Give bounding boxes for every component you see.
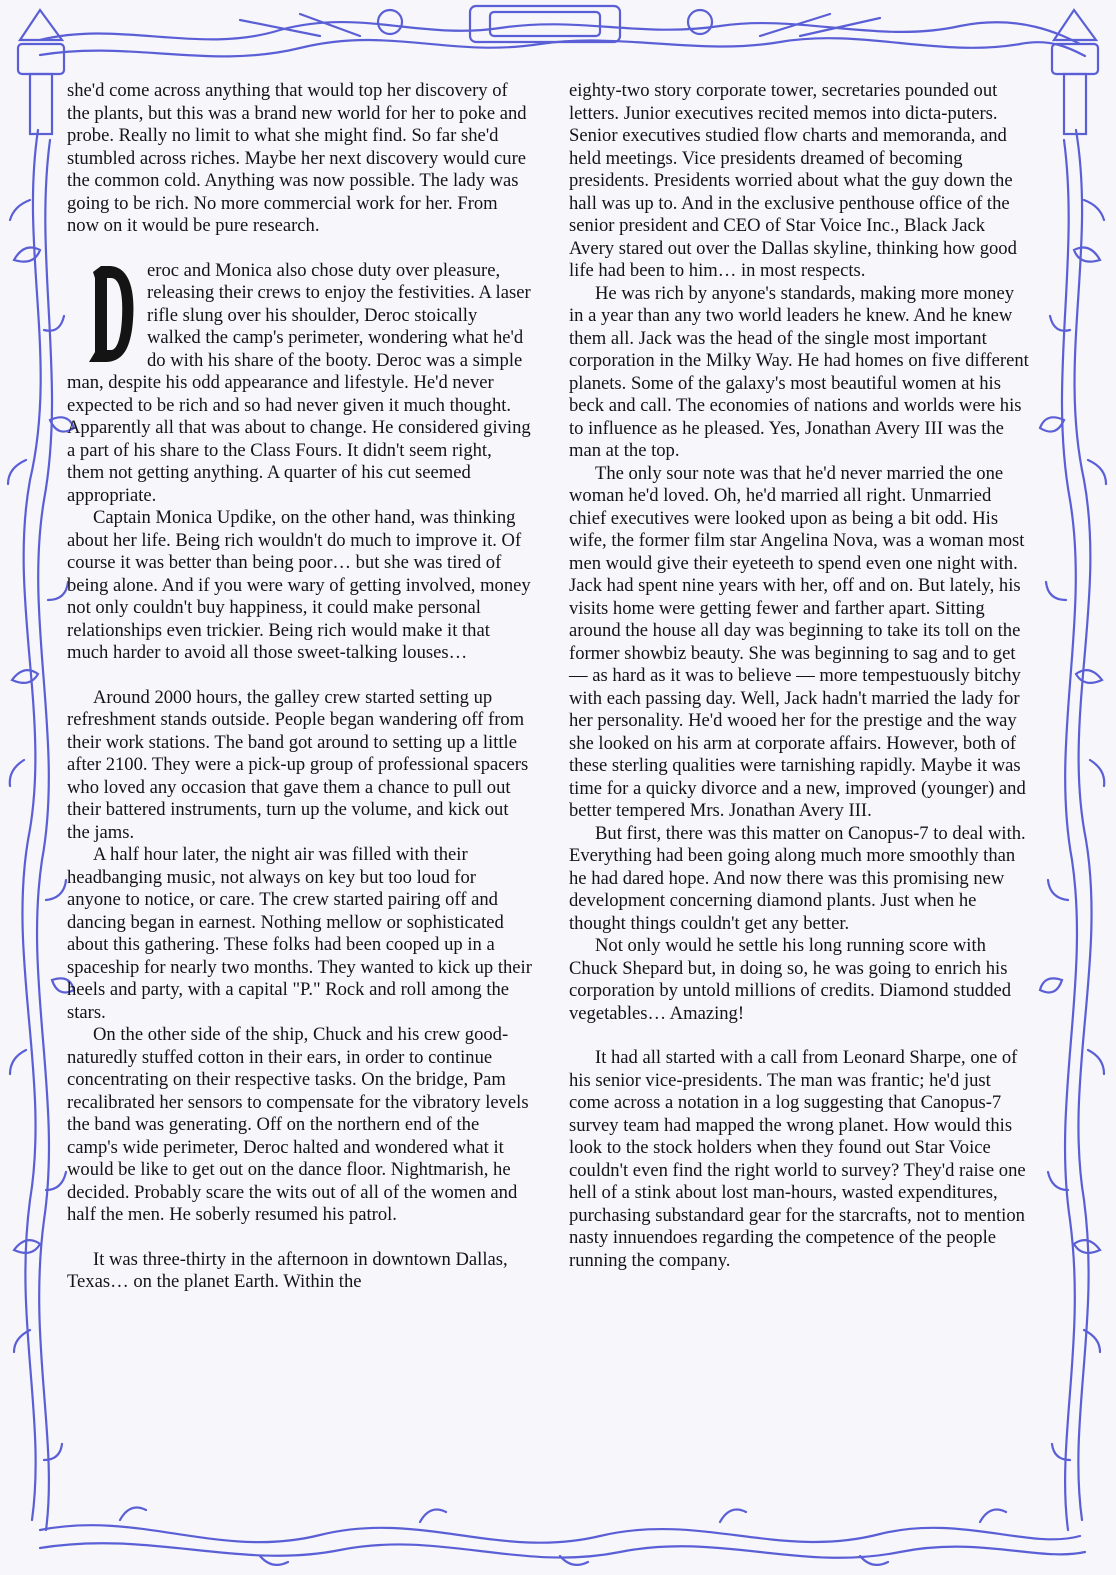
paragraph-left-3: Captain Monica Updike, on the other hand, was thinking about her life. Being rich wouldn't do much to improve it. Of course it was better than being poor… but she was tired of being alone. And if you were wary of getting involved, money not only couldn't buy happiness, it could make personal relationships even trickier. Being rich would make it that much harder to avoid all those sweet-talking louses… — [67, 507, 531, 663]
drop-cap-d-glyph — [87, 264, 137, 364]
paragraph-right-2: He was rich by anyone's standards, making more money in a year than any two world leaders he knew. And he knew them all. Jack was the head of the single most important corporation in the Milky Way. He had homes on five different planets. Some of the galaxy's most beautiful women at his beck and call. The economies of nations and worlds were his to influence as he pleased. Yes, Jonathan Avery III was the man at the top. — [569, 282, 1029, 461]
right-column — [569, 80, 1033, 1272]
drop-cap-paragraph — [67, 260, 533, 508]
paragraph-left-1: she'd come across anything that would top her discovery of the plants, but this was a brand new world for her to poke and probe. Really no limit to what she might find. So far she'd stumbled across riches. Maybe her next discovery would cure the common cold. Anything was now possible. The lady was going to be rich. No more commercial work for her. From now on it would be pure research. — [67, 80, 527, 236]
paragraph-left-4: Around 2000 hours, the galley crew started setting up refreshment stands outside. People began wandering off from their work stations. The band got around to setting up a little after 2100. They were a pick-up group of professional spacers who loved any occasion that gave them a chance to pull out their battered instruments, turn up the volume, and kick out the jams. — [67, 686, 529, 843]
paragraph-right-3: The only sour note was that he'd never married the one woman he'd loved. Oh, he'd married all right. Unmarried chief executives were looked upon as being a bit odd. His wife, the former film star Angelina Nova, was a woman most men would give their eyeteeth to spend even one night with. Jack had spent nine years with her, off and on. But lately, his visits home were getting fewer and farther apart. Sitting around the house all day was beginning to take its toll on the former showbiz beauty. She was beginning to sag and to get — as hard as it was to believe — more tempestuously bitchy with each passing day. Well, Jack hadn't married the lady for her personality. He'd wooed her for the prestige and the way she looked on his arm at corporate affairs. However, both of these sterling qualities were tarnishing rapidly. Maybe it was time for a quicky divorce and a new, improved (younger) and better tempered Mrs. Jonathan Avery III. — [569, 462, 1026, 821]
paragraph-gap — [67, 665, 533, 687]
paragraph-right-6: It had all started with a call from Leonard Sharpe, one of his senior vice-presidents. The man was frantic; he'd just come across a notation in a log suggesting that Canopus-7 survey team had mapped the wrong planet. How would this look to the stock holders when they found out Star Voice couldn't even find the right world to survey? They'd raise one hell of a stink about lost man-hours, wasted expenditures, purchasing substandard gear for the starcrafts, not to mention nasty innuendoes regarding the competence of the people running the company. — [569, 1047, 1026, 1271]
paragraph-left-5: A half hour later, the night air was filled with their headbanging music, not always on key but too loud for anyone to notice, or care. The crew started pairing off and dancing began in earnest. Nothing mellow or sophisticated about this gathering. These folks had been cooped up in a spaceship for nearly two months. They wanted to kick up their heels and party, with a capital "P." Rock and roll among the stars. — [67, 844, 532, 1023]
drop-cap-d — [87, 264, 137, 364]
paragraph-left-6: On the other side of the ship, Chuck and his crew good-naturedly stuffed cotton in their ears, in order to continue concentrating on their respective tasks. On the bridge, Pam recalibrated her sensors to compensate for the vibratory levels the band was generating. Off on the northern end of the camp's wide perimeter, Deroc halted and wondered what it would be like to get out on the dance floor. Nightmarish, he decided. Probably scare the wits out of all of the women and half the men. He soberly resumed his patrol. — [67, 1024, 529, 1225]
paragraph-gap — [67, 1227, 533, 1249]
paragraph-left-7: It was three-thirty in the afternoon in downtown Dallas, Texas… on the planet Earth. Within the — [67, 1248, 508, 1292]
paragraph-right-1: eighty-two story corporate tower, secretaries pounded out letters. Junior executives recited memos into dicta-puters. Senior executives studied flow charts and memoranda, and held meetings. Vice presidents dreamed of becoming presidents. Presidents worried about what the guy down the hall was up to. And in the exclusive penthouse office of the senior president and CEO of Star Voice Inc., Black Jack Avery stared out over the Dallas skyline, thinking how good life had been to him… in most respects. — [569, 80, 1017, 281]
paragraph-right-4: But first, there was this matter on Canopus-7 to deal with. Everything had been going along much more smoothly than he had dared hope. And now there was this promising new development concerning diamond plants. Just when he thought things couldn't get any better. — [569, 822, 1026, 934]
paragraph-left-2: eroc and Monica also chose duty over pleasure, releasing their crews to enjoy the festivities. A laser rifle slung over his shoulder, Deroc stoically walked the camp's perimeter, wondering what he'd do with his share of the booty. Deroc was a simple man, despite his odd appearance and lifestyle. He'd never expected to be rich and so had never given it much thought. Apparently all that was about to change. He considered giving a part of his share to the Class Fours. It didn't seem right, them not getting anything. A quarter of his cut seemed appropriate. — [67, 259, 531, 506]
paragraph-gap — [67, 238, 533, 260]
paragraph-right-5: Not only would he settle his long running score with Chuck Shepard but, in doing so, he was going to enrich his corporation by untold millions of credits. Diamond studded vegetables… Amazing! — [569, 935, 1012, 1024]
paragraph-gap — [569, 1025, 1033, 1047]
left-column — [67, 80, 533, 1294]
